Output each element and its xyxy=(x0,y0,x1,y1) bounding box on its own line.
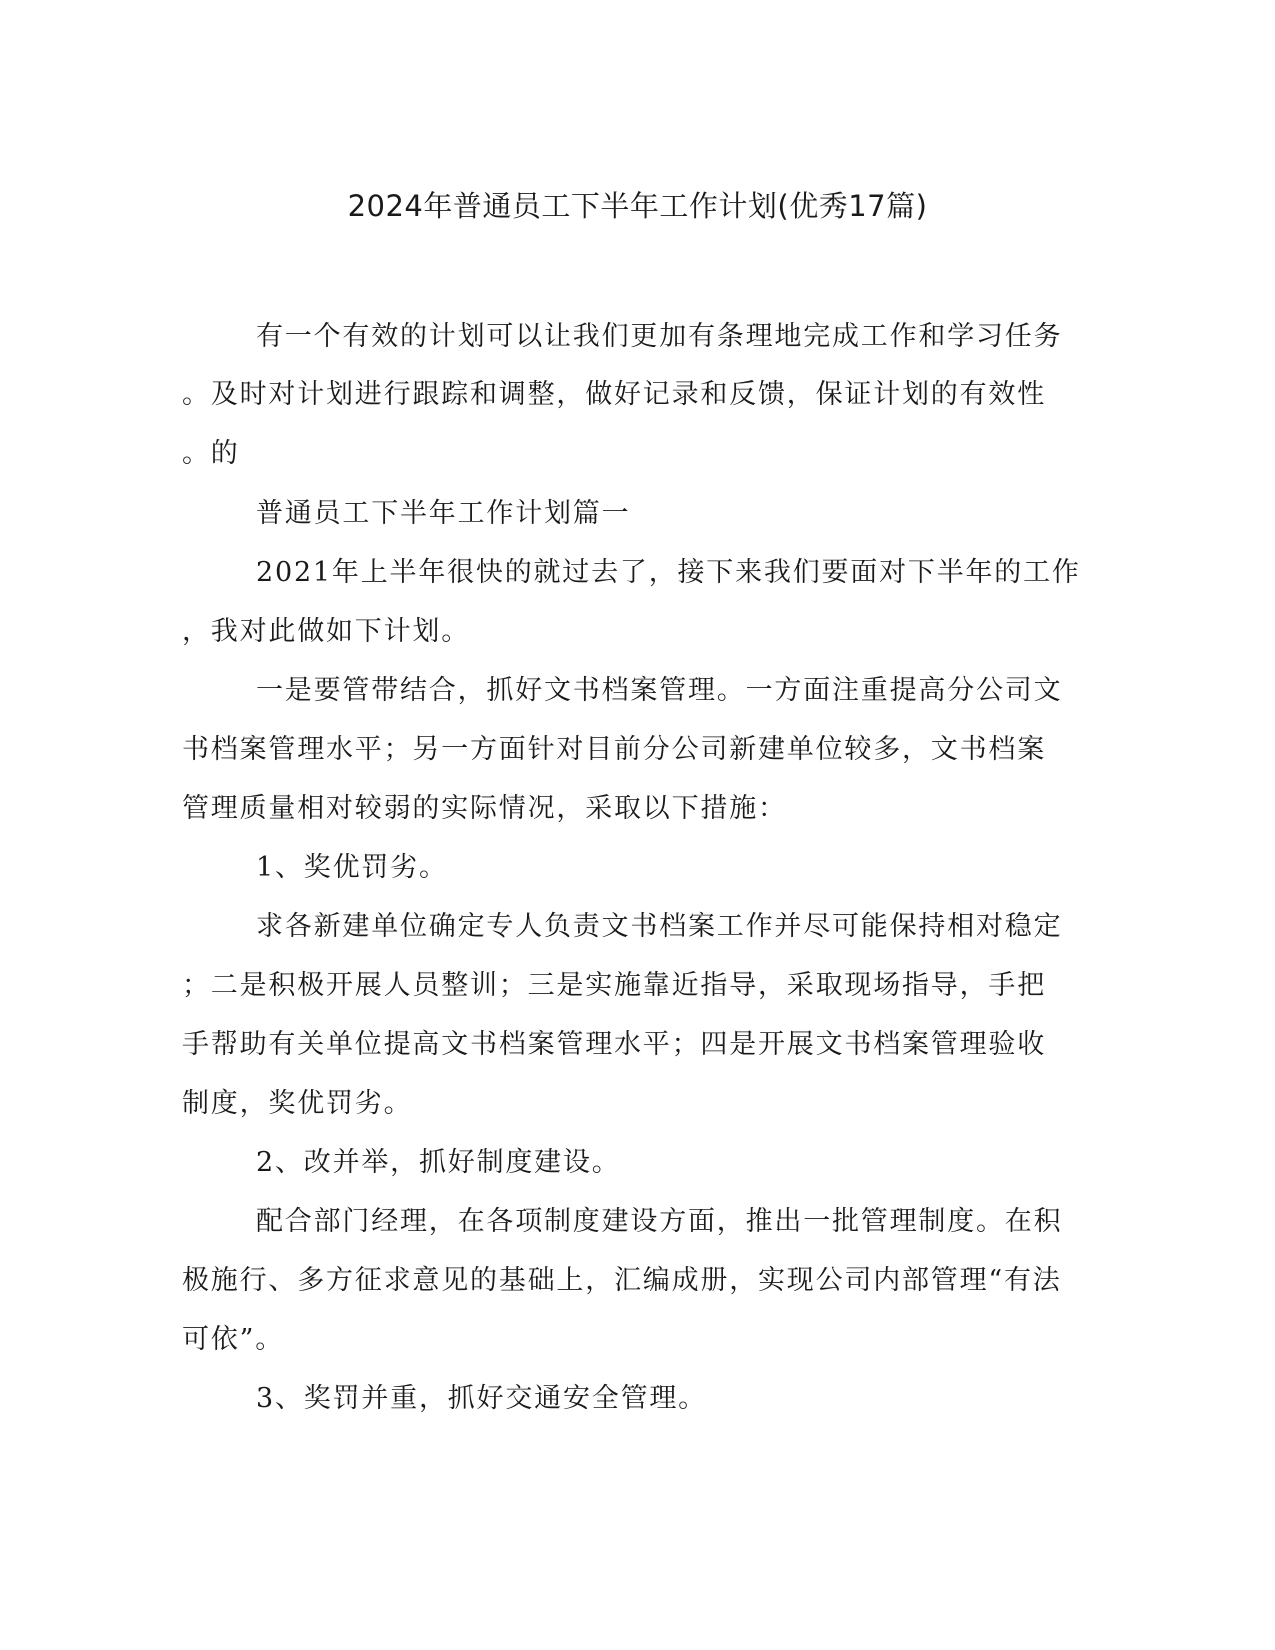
paragraph-line: 。的 xyxy=(182,438,240,469)
paragraph-line: 求各新建单位确定专人负责文书档案工作并尽可能保持相对稳定 xyxy=(256,911,1063,942)
paragraph-line: 一是要管带结合，抓好文书档案管理。一方面注重提高分公司文 xyxy=(256,675,1063,706)
paragraph-line: 可依”。 xyxy=(182,1324,285,1355)
list-item-heading: 1、奖优罚劣。 xyxy=(256,852,448,883)
paragraph-line: 。及时对计划进行跟踪和调整，做好记录和反馈，保证计划的有效性 xyxy=(182,379,1046,410)
paragraph-line: 书档案管理水平；另一方面针对目前分公司新建单位较多，文书档案 xyxy=(182,734,1046,765)
paragraph-line: ，我对此做如下计划。 xyxy=(182,616,470,647)
paragraph-line: ；二是积极开展人员整训；三是实施靠近指导，采取现场指导，手把 xyxy=(182,970,1046,1001)
paragraph-line: 配合部门经理，在各项制度建设方面，推出一批管理制度。在积 xyxy=(256,1206,1063,1237)
list-item-heading: 3、奖罚并重，抓好交通安全管理。 xyxy=(256,1383,707,1414)
paragraph-line: 手帮助有关单位提高文书档案管理水平；四是开展文书档案管理验收 xyxy=(182,1029,1046,1060)
paragraph-line: 2021年上半年很快的就过去了，接下来我们要面对下半年的工作 xyxy=(256,557,1081,588)
paragraph-line: 管理质量相对较弱的实际情况，采取以下措施： xyxy=(182,793,787,824)
section-heading: 普通员工下半年工作计划篇一 xyxy=(256,498,631,529)
paragraph-line: 制度，奖优罚劣。 xyxy=(182,1088,413,1119)
paragraph-line: 极施行、多方征求意见的基础上，汇编成册，实现公司内部管理“有法 xyxy=(182,1265,1062,1296)
list-item-heading: 2、改并举，抓好制度建设。 xyxy=(256,1147,621,1178)
document-title: 2024年普通员工下半年工作计划(优秀17篇) xyxy=(347,189,928,223)
paragraph-line: 有一个有效的计划可以让我们更加有条理地完成工作和学习任务 xyxy=(256,321,1063,352)
